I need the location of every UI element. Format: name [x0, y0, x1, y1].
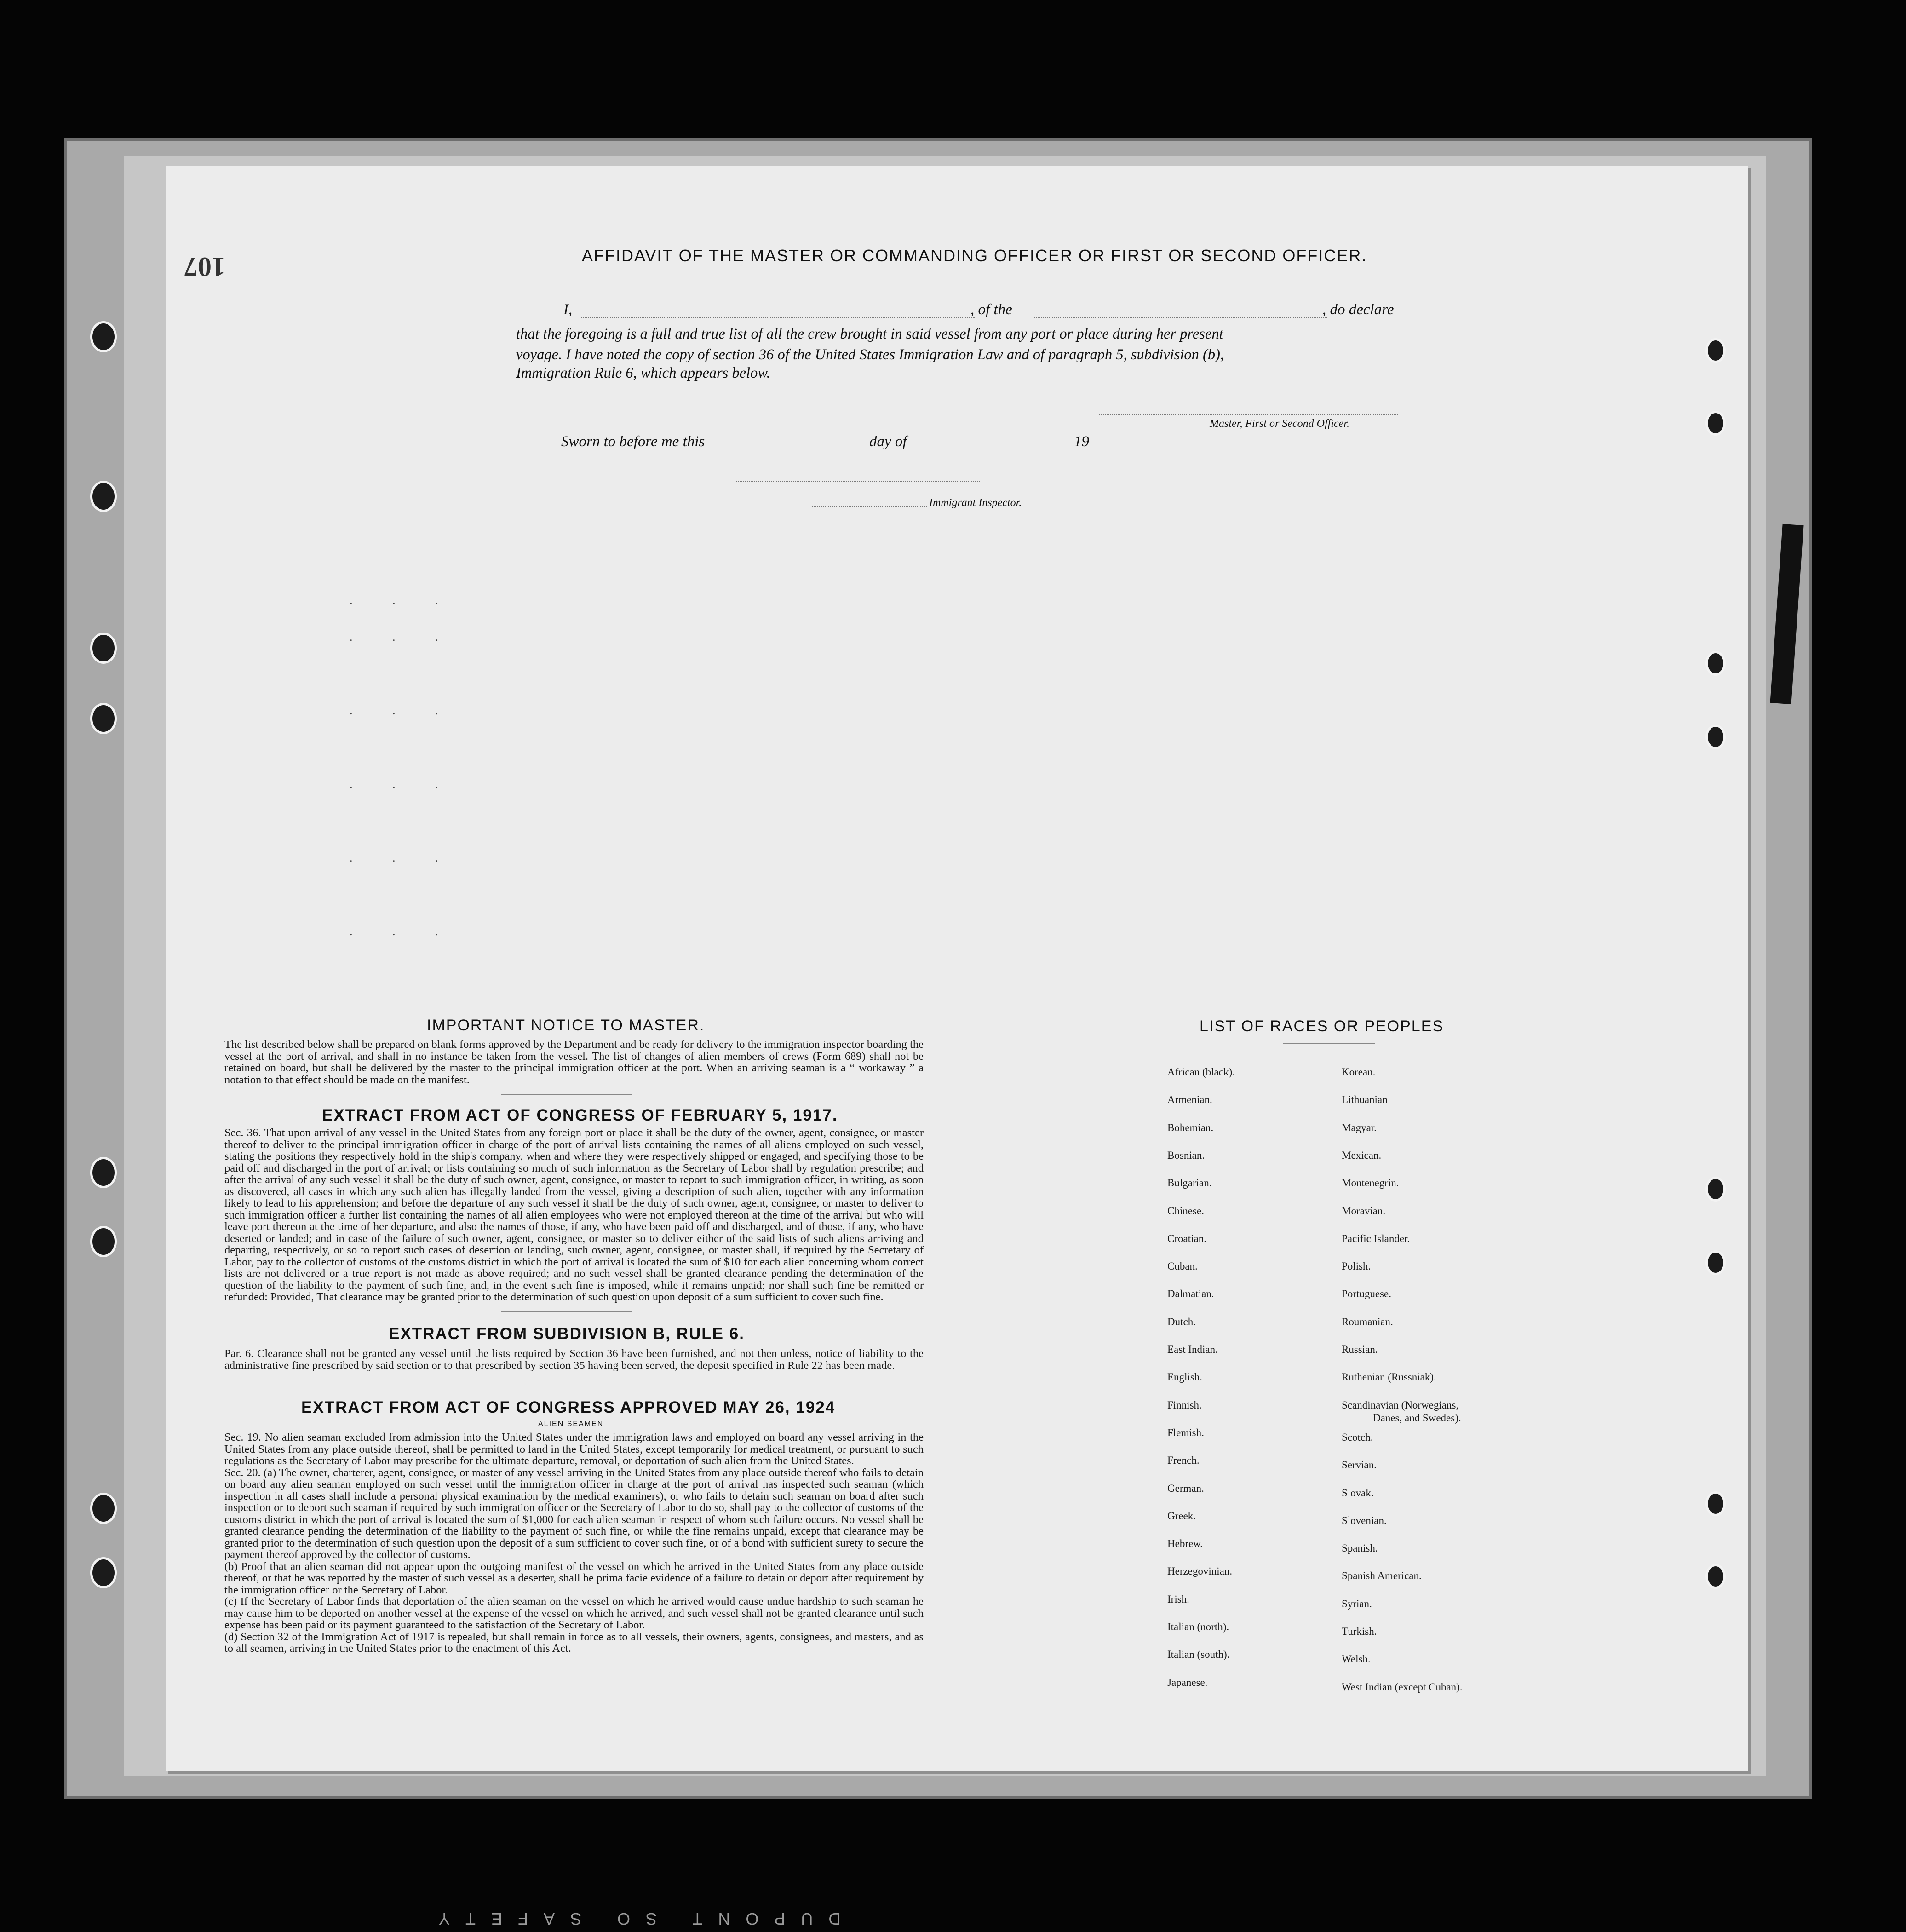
race-item: Portuguese.: [1342, 1288, 1391, 1300]
race-item: Polish.: [1342, 1260, 1371, 1272]
sworn-month-field[interactable]: [920, 448, 1074, 449]
punch-hole: [90, 1557, 117, 1588]
race-item: Roumanian.: [1342, 1316, 1393, 1328]
race-item: English.: [1167, 1371, 1203, 1383]
extract-rule6-body: Par. 6. Clearance shall not be granted any vessel until the lists required by Section 36 have been furnished, and not then unless, notice of liability to the administrative fine prescribed by said section or to that prescribed by section 35 having been served, the deposit specified in Rule 22 has been made.: [224, 1347, 924, 1372]
affidavit-line-2: that the foregoing is a full and true list of all the crew brought in said vessel from any port or place during her present: [516, 326, 1223, 342]
vessel-name-field[interactable]: [1033, 317, 1327, 318]
punch-hole: [1705, 1564, 1726, 1589]
notice-body: The list described below shall be prepared on blank forms approved by the Department and be ready for delivery to the immigration inspector boarding the vessel at the port of arrival, and shall in no instance be taken from the vessel. The list of changes of alien members of crews (Form 689) shall not be retained on board, but shall be delivered by the master to the principal immigration officer at the port. When an arriving seaman is a “ workaway ” a notation to that effect should be made on the manifest.: [224, 1038, 924, 1086]
race-item: Scandinavian (Norwegians,: [1342, 1399, 1459, 1411]
extract-1917-title: EXTRACT FROM ACT OF CONGRESS OF FEBRUARY 5, 1917.: [322, 1106, 838, 1124]
race-item: Spanish American.: [1342, 1570, 1422, 1582]
punch-hole: [1705, 411, 1726, 436]
race-item: Scotch.: [1342, 1431, 1373, 1443]
punch-hole: [1705, 338, 1726, 363]
year-label: 19: [1074, 433, 1089, 450]
race-item: French.: [1167, 1455, 1200, 1466]
extract-1917-body: Sec. 36. That upon arrival of any vessel in the United States from any foreign port or place it shall be the duty of the owner, agent, consignee, or master thereof to deliver to the principal immigration officer in charge of the port of arrival lists containing the names of all aliens employed on such vessel, stating the positions they respectively hold in the ship's company, when and where they were respectively shipped or engaged, and specifying those to be paid off and discharged in the port of arrival; or lists containing so much of such information as the Secretary of Labor shall by regulation prescribe; and after the arrival of any such vessel it shall be the duty of such owner, agent, consignee, or master to report to such immigration officer, in writing, as soon as discovered, all cases in which any such alien has illegally landed from the vessel, giving a description of such alien, together with any information likely to lead to his apprehension; and before the departure of any such vessel it shall be the duty of such owner, agent, consignee, or master to deliver to such immigration officer a further list containing the names of all alien employees who were not employed thereon at the time of the arrival but who will leave port thereon at the time of her departure, and also the names of those, if any, who have been paid off and discharged, and of those, if any, who have deserted or landed; and in case of the failure of such owner, agent, consignee, or master so to deliver either of the said lists of such aliens arriving and departing, respectively, or so to report such cases of desertion or landing, such owner, agent, consignee, or master shall, if required by the Secretary of Labor, pay to the collector of customs of the customs district in which the port of arrival is located the sum of $10 for each alien concerning whom correct lists are not delivered or a true report is not made as above required; and no such vessel shall be granted clearance pending the determination of the question of the liability to the payment of such fine, and, in the event such fine is imposed, while it remains unpaid; nor shall such fine be remitted or refunded: Provided, That clearance may be granted prior to the determination of such question upon deposit of a sum sufficient to cover such fine.: [224, 1127, 924, 1303]
race-item: Bulgarian.: [1167, 1177, 1212, 1189]
races-title: LIST OF RACES OR PEOPLES: [1200, 1018, 1444, 1035]
race-item: Moravian.: [1342, 1205, 1386, 1217]
punch-hole: [90, 1157, 117, 1188]
sec-20d-paragraph: (d) Section 32 of the Immigration Act of 1917 is repealed, but shall remain in force as to all vessels, their owners, agents, consignees, and masters, and as to all seamen, arriving in the United States prior to the enactment of this Act.: [224, 1630, 924, 1655]
sec-20b-paragraph: (b) Proof that an alien seaman did not appear upon the outgoing manifest of the vessel on which he arrived in the United States from any place outside thereof, or that he was reported by the master of such vessel as a deserter, shall be prima facie evidence of a failure to detain or deport after requirement by the immigration officer or the Secretary of Labor.: [224, 1560, 924, 1596]
affidavit-line-3: voyage. I have noted the copy of section 36 of the United States Immigration Law and of paragraph 5, subdivision (b),: [516, 346, 1224, 363]
punch-hole: [90, 1226, 117, 1257]
bleed-through-marks: . . .: [350, 704, 457, 717]
extract-1924-body: [224, 1432, 924, 1655]
race-item: Russian.: [1342, 1344, 1378, 1355]
race-item: Servian.: [1342, 1459, 1377, 1471]
race-item: East Indian.: [1167, 1344, 1218, 1355]
race-item: Dutch.: [1167, 1316, 1196, 1328]
race-item: Lithuanian: [1342, 1094, 1388, 1106]
day-of-label: day of: [869, 433, 907, 450]
race-item: African (black).: [1167, 1066, 1235, 1078]
affidavit-declare-label: , do declare: [1322, 301, 1394, 318]
punch-hole: [1705, 1491, 1726, 1516]
race-item: Korean.: [1342, 1066, 1376, 1078]
punch-hole: [90, 321, 117, 352]
page-number: 107: [184, 252, 225, 282]
punch-hole: [90, 1493, 117, 1524]
race-item: Greek.: [1167, 1510, 1196, 1522]
race-item: Finnish.: [1167, 1399, 1202, 1411]
sworn-label: Sworn to before me this: [561, 433, 705, 450]
race-item: Bohemian.: [1167, 1121, 1214, 1133]
race-item: Cuban.: [1167, 1260, 1198, 1272]
race-item: Ruthenian (Russniak).: [1342, 1371, 1436, 1383]
race-item: Dalmatian.: [1167, 1288, 1214, 1300]
bleed-through-marks: . . .: [350, 777, 457, 791]
race-item: Magyar.: [1342, 1121, 1377, 1133]
section-divider: [1283, 1043, 1375, 1044]
section-divider: [501, 1311, 632, 1312]
sec-19-paragraph: Sec. 19. No alien seaman excluded from admission into the United States under the immigration laws and employed on board any vessel arriving in the United States from any place outside thereof, shall be permitted to land in the United States, except temporarily for medical treatment, or pursuant to such regulations as the Secretary of Labor may prescribe for the ultimate departure, removal, or deportation of such alien from the United States.: [224, 1431, 924, 1467]
punch-hole: [90, 481, 117, 512]
race-item: Slovak.: [1342, 1487, 1374, 1499]
punch-hole: [1705, 1250, 1726, 1275]
master-signature-field[interactable]: [1099, 414, 1398, 415]
race-item: Welsh.: [1342, 1653, 1371, 1665]
race-item: Chinese.: [1167, 1205, 1204, 1217]
race-item: Herzegovinian.: [1167, 1565, 1233, 1577]
race-item: Syrian.: [1342, 1598, 1372, 1610]
sec-20a-paragraph: Sec. 20. (a) The owner, charterer, agent, consignee, or master of any vessel arriving in the United States from any place outside thereof who fails to detain on board any alien seaman employed on such vessel until the immigration officer in charge at the port of arrival has inspected such seaman (which inspection in all cases shall include a personal physical examination by the medical examiners), or who fails to detain such seaman on board after such inspection or to deport such seaman if required by such immigration officer or the Secretary of Labor to do so, shall pay to the collector of customs of the customs district in which the port of arrival is located the sum of $1,000 for each alien seaman in respect of whom such failure occurs. No vessel shall be granted clearance pending the determination of the liability to the payment of such fine, or while the fine remains unpaid, except that clearance may be granted prior to the determination of such question upon the deposit of a sum sufficient to cover such fine, or of a bond with sufficient surety to secure the payment thereof approved by the collector of customs.: [224, 1466, 924, 1561]
bleed-through-marks: . . .: [350, 630, 457, 644]
punch-hole: [1705, 651, 1726, 676]
race-item: West Indian (except Cuban).: [1342, 1681, 1463, 1693]
race-item: Irish.: [1167, 1593, 1189, 1605]
race-item: Hebrew.: [1167, 1538, 1203, 1550]
race-item: Italian (south).: [1167, 1649, 1230, 1661]
punch-hole: [90, 632, 117, 664]
affidavit-of-the-label: , of the: [970, 301, 1012, 318]
inspector-signature-field[interactable]: [736, 481, 980, 482]
master-caption: Master, First or Second Officer.: [1210, 418, 1349, 430]
race-item: Pacific Islander.: [1342, 1232, 1410, 1244]
section-divider: [501, 1094, 632, 1095]
race-item: Spanish.: [1342, 1542, 1378, 1554]
race-item: Croatian.: [1167, 1232, 1206, 1244]
officer-name-field[interactable]: [580, 317, 975, 318]
punch-hole: [90, 703, 117, 734]
extract-rule6-title: EXTRACT FROM SUBDIVISION B, RULE 6.: [389, 1325, 745, 1343]
race-item: Mexican.: [1342, 1149, 1382, 1161]
affidavit-line-4: Immigration Rule 6, which appears below.: [516, 365, 770, 381]
race-item: Italian (north).: [1167, 1621, 1229, 1633]
race-item: Bosnian.: [1167, 1149, 1205, 1161]
race-item: Armenian.: [1167, 1094, 1212, 1106]
race-item: Flemish.: [1167, 1426, 1204, 1438]
race-item: German.: [1167, 1482, 1204, 1494]
punch-hole: [1705, 1177, 1726, 1202]
notice-title: IMPORTANT NOTICE TO MASTER.: [427, 1017, 705, 1034]
inspector-caption: Immigrant Inspector.: [929, 497, 1022, 509]
punch-hole: [1705, 724, 1726, 749]
race-item: Japanese.: [1167, 1676, 1208, 1688]
film-edge-text: DUPONT SO SAFETY: [423, 1909, 841, 1928]
race-item: Turkish.: [1342, 1626, 1377, 1637]
affidavit-title: AFFIDAVIT OF THE MASTER OR COMMANDING OFFICER OR FIRST OR SECOND OFFICER.: [582, 246, 1367, 265]
bleed-through-marks: . . .: [350, 925, 457, 938]
race-item: Montenegrin.: [1342, 1177, 1399, 1189]
inspector-title-line: [812, 506, 927, 507]
bleed-through-marks: . . .: [350, 593, 457, 607]
sworn-day-field[interactable]: [738, 448, 867, 449]
sec-20c-paragraph: (c) If the Secretary of Labor finds that deportation of the alien seaman on the vessel on which he arrived would cause undue hardship to such seaman he may cause him to be deported on another vessel at the expense of the vessel on which he arrived, and such vessel shall not be granted clearance until such expense has been paid or its payment guaranteed to the satisfaction of the Secretary of Labor.: [224, 1595, 924, 1631]
bleed-through-marks: . . .: [350, 851, 457, 864]
race-item: Slovenian.: [1342, 1514, 1387, 1526]
affidavit-i-label: I,: [563, 301, 573, 318]
race-item: Danes, and Swedes).: [1373, 1412, 1461, 1424]
extract-1924-subtitle: ALIEN SEAMEN: [538, 1420, 604, 1428]
extract-1924-title: EXTRACT FROM ACT OF CONGRESS APPROVED MAY 26, 1924: [301, 1398, 836, 1416]
